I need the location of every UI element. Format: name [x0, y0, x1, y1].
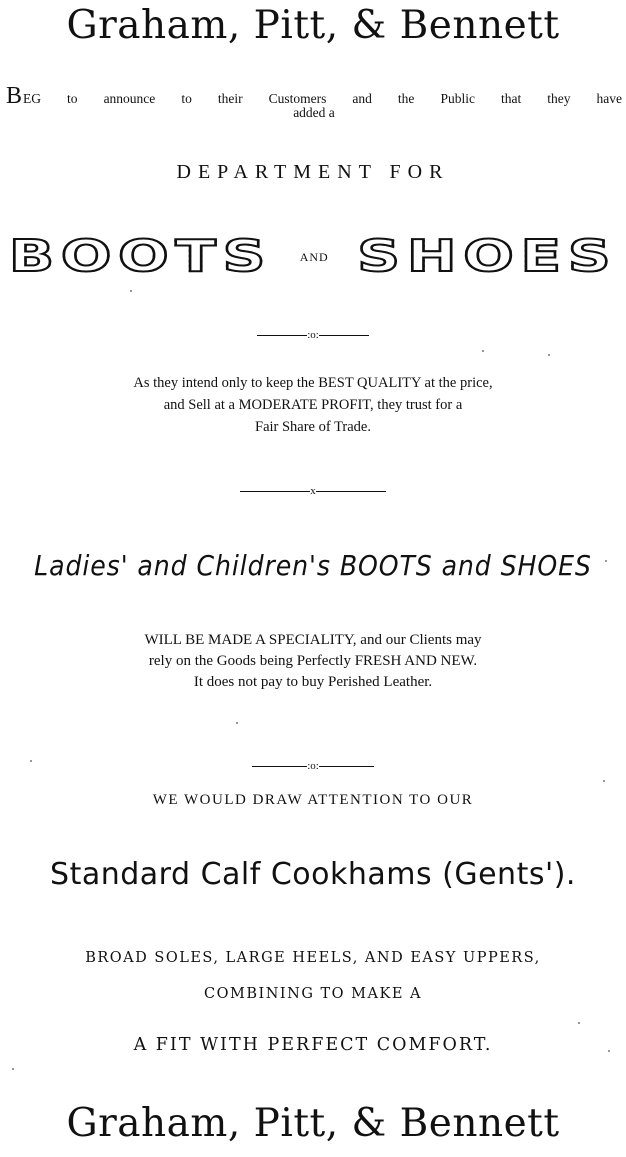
divider-rule	[316, 491, 386, 493]
divider-rule	[257, 335, 307, 337]
soles-line: BROAD SOLES, LARGE HEELS, AND EASY UPPERS,	[85, 950, 541, 966]
quality-paragraph	[0, 372, 626, 438]
speck	[608, 1050, 610, 1052]
shoes-word: SHOES	[356, 231, 618, 282]
quality-line: Fair Share of Trade.	[255, 419, 371, 435]
speck	[605, 560, 607, 562]
divider-1	[0, 329, 626, 341]
firm-name-bottom: Graham, Pitt, & Bennett	[66, 1101, 560, 1146]
firm-name-top: Graham, Pitt, & Bennett	[66, 3, 560, 48]
announcement-line-2: added a	[293, 105, 335, 120]
announcement	[6, 83, 622, 121]
cookhams-heading: Standard Calf Cookhams (Gents').	[50, 857, 576, 892]
speck	[603, 780, 605, 782]
speck	[12, 1068, 14, 1070]
attention-line: WE WOULD DRAW ATTENTION TO OUR	[152, 792, 474, 808]
speck	[578, 1022, 580, 1024]
divider-3	[0, 760, 626, 772]
speciality-line: rely on the Goods being Perfectly FRESH AND NEW.	[148, 653, 478, 669]
department-heading: DEPARTMENT FOR	[176, 161, 450, 183]
divider-ornament: x	[310, 485, 316, 497]
boots-and-shoes-heading	[0, 232, 626, 282]
speck	[130, 290, 132, 292]
and-word: AND	[299, 249, 329, 264]
divider-rule	[252, 766, 307, 768]
speck	[30, 760, 32, 762]
speck	[548, 354, 550, 356]
soles-line: COMBINING TO MAKE A	[204, 986, 422, 1002]
drop-cap: B	[6, 83, 23, 109]
quality-line: As they intend only to keep the BEST QUALITY at the price,	[133, 375, 493, 391]
speck	[482, 350, 484, 352]
divider-ornament: :o:	[307, 329, 319, 341]
quality-line: and Sell at a MODERATE PROFIT, they trust for a	[163, 397, 463, 413]
soles-paragraph	[0, 940, 626, 1012]
fit-line: A FIT WITH PERFECT COMFORT.	[133, 1035, 493, 1055]
speck	[236, 722, 238, 724]
announcement-text: EG to announce to their Customers and the Public that they have	[23, 91, 622, 106]
speciality-paragraph	[0, 630, 626, 693]
ladies-children-heading: Ladies' and Children's BOOTS and SHOES	[34, 549, 592, 582]
boots-word: BOOTS	[8, 231, 272, 282]
divider-2	[0, 485, 626, 497]
divider-rule	[319, 766, 374, 768]
divider-rule	[319, 335, 369, 337]
divider-rule	[240, 491, 310, 493]
speciality-line: WILL BE MADE A SPECIALITY, and our Clients may	[144, 632, 482, 648]
speciality-line: It does not pay to buy Perished Leather.	[193, 674, 433, 690]
divider-ornament: :o:	[307, 760, 319, 772]
